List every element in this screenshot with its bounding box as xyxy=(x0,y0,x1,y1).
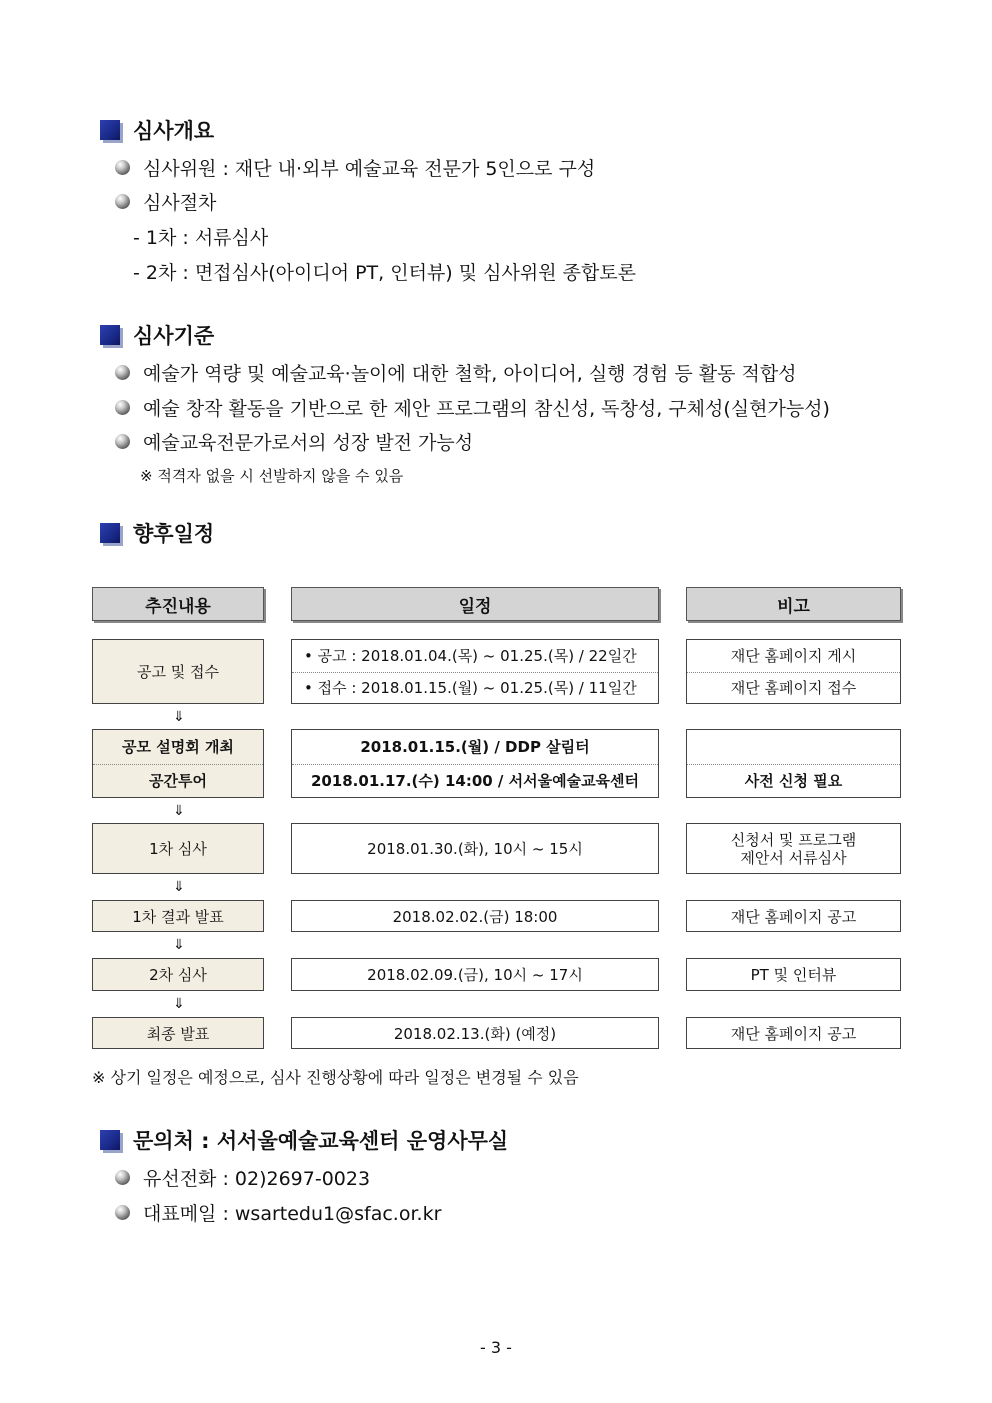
header-remark: 비고 xyxy=(686,587,901,621)
date-first-review: 2018.01.30.(화), 10시 ~ 15시 xyxy=(291,823,659,874)
down-arrow-icon: ⇓ xyxy=(173,879,185,895)
task-second-review: 2차 심사 xyxy=(92,958,264,991)
task-first-result: 1차 결과 발표 xyxy=(92,900,264,932)
down-arrow-icon: ⇓ xyxy=(173,996,185,1012)
bullet-item: 심사절차 xyxy=(115,187,216,215)
date-briefing-2: 2018.01.17.(수) 14:00 / 서서울예술교육센터 xyxy=(310,771,640,790)
bullet-item: 대표메일 : wsartedu1@sfac.or.kr xyxy=(115,1198,441,1226)
bullet-item: 심사위원 : 재단 내·외부 예술교육 전문가 5인으로 구성 xyxy=(115,153,595,181)
square-bullet-icon xyxy=(100,325,120,345)
ball-bullet-icon xyxy=(115,365,130,380)
header-date: 일정 xyxy=(291,587,659,621)
task-final: 최종 발표 xyxy=(92,1017,264,1049)
square-bullet-icon xyxy=(100,120,120,140)
task-announce: 공고 및 접수 xyxy=(92,639,264,704)
ball-bullet-icon xyxy=(115,194,130,209)
down-arrow-icon: ⇓ xyxy=(173,937,185,953)
down-arrow-icon: ⇓ xyxy=(173,803,185,819)
bullet-item: 예술교육전문가로서의 성장 발전 가능성 xyxy=(115,427,473,455)
remark-briefing-2: 사전 신청 필요 xyxy=(744,771,843,790)
date-first-result: 2018.02.02.(금) 18:00 xyxy=(291,900,659,932)
section-title-schedule: 향후일정 xyxy=(100,518,214,548)
section-title-review-criteria: 심사기준 xyxy=(100,320,214,350)
task-first-review: 1차 심사 xyxy=(92,823,264,874)
date-announce-1: • 공고 : 2018.01.04.(목) ~ 01.25.(목) / 22일간 xyxy=(292,640,658,673)
bullet-item: 예술가 역량 및 예술교육·놀이에 대한 철학, 아이디어, 실행 경험 등 활동 적합성 xyxy=(115,358,797,386)
ball-bullet-icon xyxy=(115,400,130,415)
date-briefing xyxy=(291,729,659,798)
task-briefing-1: 공모 설명회 개최 xyxy=(93,730,263,765)
remark-final: 재단 홈페이지 공고 xyxy=(686,1017,901,1049)
sub-item: - 1차 : 서류심사 xyxy=(133,226,269,249)
ball-bullet-icon xyxy=(115,1205,130,1220)
down-arrow-icon: ⇓ xyxy=(173,709,185,725)
remark-briefing-1 xyxy=(687,730,900,765)
ball-bullet-icon xyxy=(115,1170,130,1185)
sub-item: - 2차 : 면접심사(아이디어 PT, 인터뷰) 및 심사위원 종합토론 xyxy=(133,261,637,284)
ball-bullet-icon xyxy=(115,434,130,449)
criteria-note: ※ 적격자 없을 시 선발하지 않을 수 있음 xyxy=(140,467,404,485)
remark-first-result: 재단 홈페이지 공고 xyxy=(686,900,901,932)
square-bullet-icon xyxy=(100,1130,120,1150)
section-title-contact: 문의처 : 서서울예술교육센터 운영사무실 xyxy=(100,1125,508,1155)
ball-bullet-icon xyxy=(115,160,130,175)
remark-first-review-1: 신청서 및 프로그램 xyxy=(730,830,857,849)
date-second-review: 2018.02.09.(금), 10시 ~ 17시 xyxy=(291,958,659,991)
date-announce-2: • 접수 : 2018.01.15.(월) ~ 01.25.(목) / 11일간 xyxy=(304,678,637,697)
date-final: 2018.02.13.(화) (예정) xyxy=(291,1017,659,1049)
remark-announce-1: 재단 홈페이지 게시 xyxy=(687,640,900,673)
remark-first-review-2: 제안서 서류심사 xyxy=(740,848,847,867)
section-title-review-overview: 심사개요 xyxy=(100,115,214,145)
task-briefing-2: 공간투어 xyxy=(149,771,207,790)
date-announce xyxy=(291,639,659,704)
bullet-item: 유선전화 : 02)2697-0023 xyxy=(115,1163,370,1191)
bullet-item: 예술 창작 활동을 기반으로 한 제안 프로그램의 참신성, 독창성, 구체성(실현가능성) xyxy=(115,393,830,421)
page-number: - 3 - xyxy=(480,1338,512,1357)
date-briefing-1: 2018.01.15.(월) / DDP 살림터 xyxy=(292,730,658,765)
header-task: 추진내용 xyxy=(92,587,264,621)
task-briefing xyxy=(92,729,264,798)
remark-first-review xyxy=(686,823,901,874)
remark-briefing xyxy=(686,729,901,798)
square-bullet-icon xyxy=(100,523,120,543)
remark-announce xyxy=(686,639,901,704)
remark-second-review: PT 및 인터뷰 xyxy=(686,958,901,991)
remark-announce-2: 재단 홈페이지 접수 xyxy=(730,678,857,697)
schedule-note: ※ 상기 일정은 예정으로, 심사 진행상황에 따라 일정은 변경될 수 있음 xyxy=(92,1068,579,1087)
